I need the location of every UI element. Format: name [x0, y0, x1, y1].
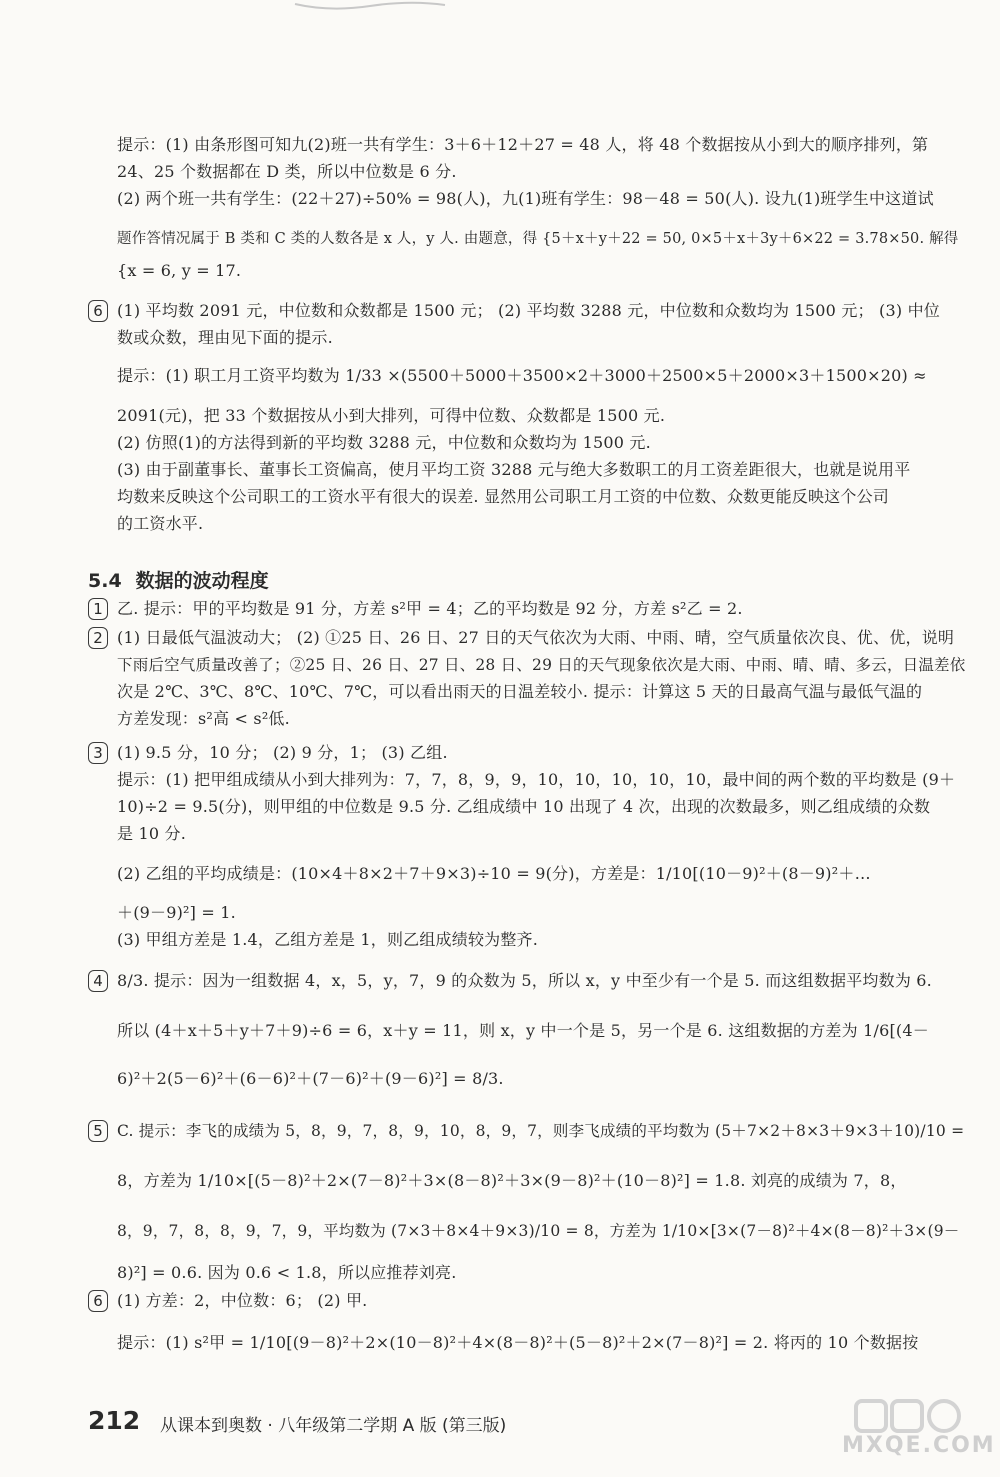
- text-line: 方差发现：s²高 < s²低.: [117, 709, 290, 728]
- section-title: [88, 568, 269, 594]
- question-number: 4: [88, 970, 108, 992]
- text-line: 所以 (4＋x＋5＋y＋7＋9)÷6 = 6，x＋y = 11，则 x，y 中一个是 5，另一个是 6. 这组数据的方差为 1/6[(4－: [117, 1021, 929, 1040]
- question-number: 1: [88, 598, 108, 620]
- text-line: (2) 仿照(1)的方法得到新的平均数 3288 元，中位数和众数均为 1500 元.: [117, 433, 651, 452]
- text-line: 10)÷2 = 9.5(分)，则甲组的中位数是 9.5 分. 乙组成绩中 10 出现了 4 次，出现的次数最多，则乙组成绩的众数: [117, 797, 931, 816]
- section-number: 5.4: [88, 570, 122, 592]
- text-line: 乙. 提示：甲的平均数是 91 分，方差 s²甲 = 4；乙的平均数是 92 分，方差 s²乙 = 2.: [117, 599, 743, 618]
- text-line: 题作答情况属于 B 类和 C 类的人数各是 x 人，y 人. 由题意，得 {5＋x＋y＋22 = 50, 0×5＋x＋3y＋6×22 = 3.78×50. 解得: [117, 231, 959, 247]
- text-line: (3) 甲组方差是 1.4，乙组方差是 1，则乙组成绩较为整齐.: [117, 930, 539, 949]
- text-line: 提示：(1) s²甲 = 1/10[(9－8)²＋2×(10－8)²＋4×(8－8)²＋(5－8)²＋2×(7－8)²] = 2. 将丙的 10 个数据按: [117, 1333, 919, 1352]
- text-line: 8/3. 提示：因为一组数据 4，x，5，y，7，9 的众数为 5，所以 x，y 中至少有一个是 5. 而这组数据平均数为 6.: [117, 971, 932, 990]
- text-line: 是 10 分.: [117, 824, 187, 843]
- question-number: 6: [88, 1290, 108, 1312]
- text-line: 的工资水平.: [117, 514, 204, 533]
- text-line: 均数来反映这个公司职工的工资水平有很大的误差. 显然用公司职工月工资的中位数、众数更能反映这个公司: [117, 487, 889, 506]
- text-line: 提示：(1) 把甲组成绩从小到大排列为：7，7，8，9，9，10，10，10，10，10，最中间的两个数的平均数是 (9＋: [117, 770, 956, 789]
- text-line: 6)²＋2(5－6)²＋(6－6)²＋(7－6)²＋(9－6)²] = 8/3.: [117, 1069, 504, 1088]
- book-title: 从课本到奥数 · 八年级第二学期 A 版 (第三版): [160, 1416, 507, 1436]
- text-line: (2) 乙组的平均成绩是：(10×4＋8×2＋7＋9×3)÷10 = 9(分)，方差是：1/10[(10－9)²＋(8－9)²＋…: [117, 864, 871, 883]
- watermark: [842, 1395, 996, 1467]
- section-heading-text: 数据的波动程度: [135, 570, 269, 592]
- watermark-logo: [852, 1395, 962, 1435]
- question-number: 2: [88, 627, 108, 649]
- text-line: 2091(元)，把 33 个数据按从小到大排列，可得中位数、众数都是 1500 元.: [117, 406, 666, 425]
- question-number: 5: [88, 1120, 108, 1142]
- text-line: {x = 6, y = 17.: [117, 261, 242, 280]
- text-line: (1) 日最低气温波动大； (2) ①25 日、26 日、27 日的天气依次为大雨、中雨、晴，空气质量依次良、优、优，说明: [117, 628, 955, 647]
- text-line: 下雨后空气质量改善了；②25 日、26 日、27 日、28 日、29 日的天气现象依次是大雨、中雨、晴、晴、多云，日温差依: [117, 656, 966, 674]
- text-line: 8，方差为 1/10×[(5－8)²＋2×(7－8)²＋3×(8－8)²＋3×(9－8)²＋(10－8)²] = 1.8. 刘亮的成绩为 7，8，: [117, 1171, 907, 1190]
- question-number: 3: [88, 742, 108, 764]
- text-line: C. 提示：李飞的成绩为 5，8，9，7，8，9，10，8，9，7，则李飞成绩的平均数为 (5＋7×2＋8×3＋9×3＋10)/10 =: [117, 1122, 965, 1140]
- watermark-text: MXQE.COM: [842, 1433, 996, 1458]
- text-line: 数或众数，理由见下面的提示.: [117, 328, 333, 347]
- text-line: 提示：(1) 职工月工资平均数为 1/33 ×(5500＋5000＋3500×2＋3000＋2500×5＋2000×3＋1500×20) ≈: [117, 366, 927, 385]
- text-line: (1) 9.5 分，10 分； (2) 9 分，1； (3) 乙组.: [117, 743, 448, 762]
- text-line: (1) 方差：2，中位数：6； (2) 甲.: [117, 1291, 368, 1310]
- text-line: 8)²] = 0.6. 因为 0.6 < 1.8，所以应推荐刘亮.: [117, 1263, 457, 1282]
- scan-mark: [290, 0, 450, 14]
- text-line: (3) 由于副董事长、董事长工资偏高，使月平均工资 3288 元与绝大多数职工的月工资差距很大，也就是说用平: [117, 460, 911, 479]
- page-number: 212: [88, 1406, 141, 1435]
- text-line: (1) 平均数 2091 元，中位数和众数都是 1500 元； (2) 平均数 3288 元，中位数和众数均为 1500 元； (3) 中位: [117, 301, 940, 320]
- question-number: 6: [88, 300, 108, 322]
- text-line: (2) 两个班一共有学生：(22＋27)÷50% = 98(人)，九(1)班有学生：98－48 = 50(人). 设九(1)班学生中这道试: [117, 189, 934, 208]
- text-line: 提示：(1) 由条形图可知九(2)班一共有学生：3＋6＋12＋27 = 48 人，将 48 个数据按从小到大的顺序排列，第: [117, 135, 929, 154]
- text-line: 次是 2℃、3℃、8℃、10℃、7℃，可以看出雨天的日温差较小. 提示：计算这 5 天的日最高气温与最低气温的: [117, 682, 923, 701]
- text-line: ＋(9－9)²] = 1.: [117, 903, 236, 922]
- text-line: 8，9，7，8，8，9，7，9，平均数为 (7×3＋8×4＋9×3)/10 = 8，方差为 1/10×[3×(7－8)²＋4×(8－8)²＋3×(9－: [117, 1222, 960, 1240]
- text-line: 24、25 个数据都在 D 类，所以中位数是 6 分.: [117, 162, 457, 181]
